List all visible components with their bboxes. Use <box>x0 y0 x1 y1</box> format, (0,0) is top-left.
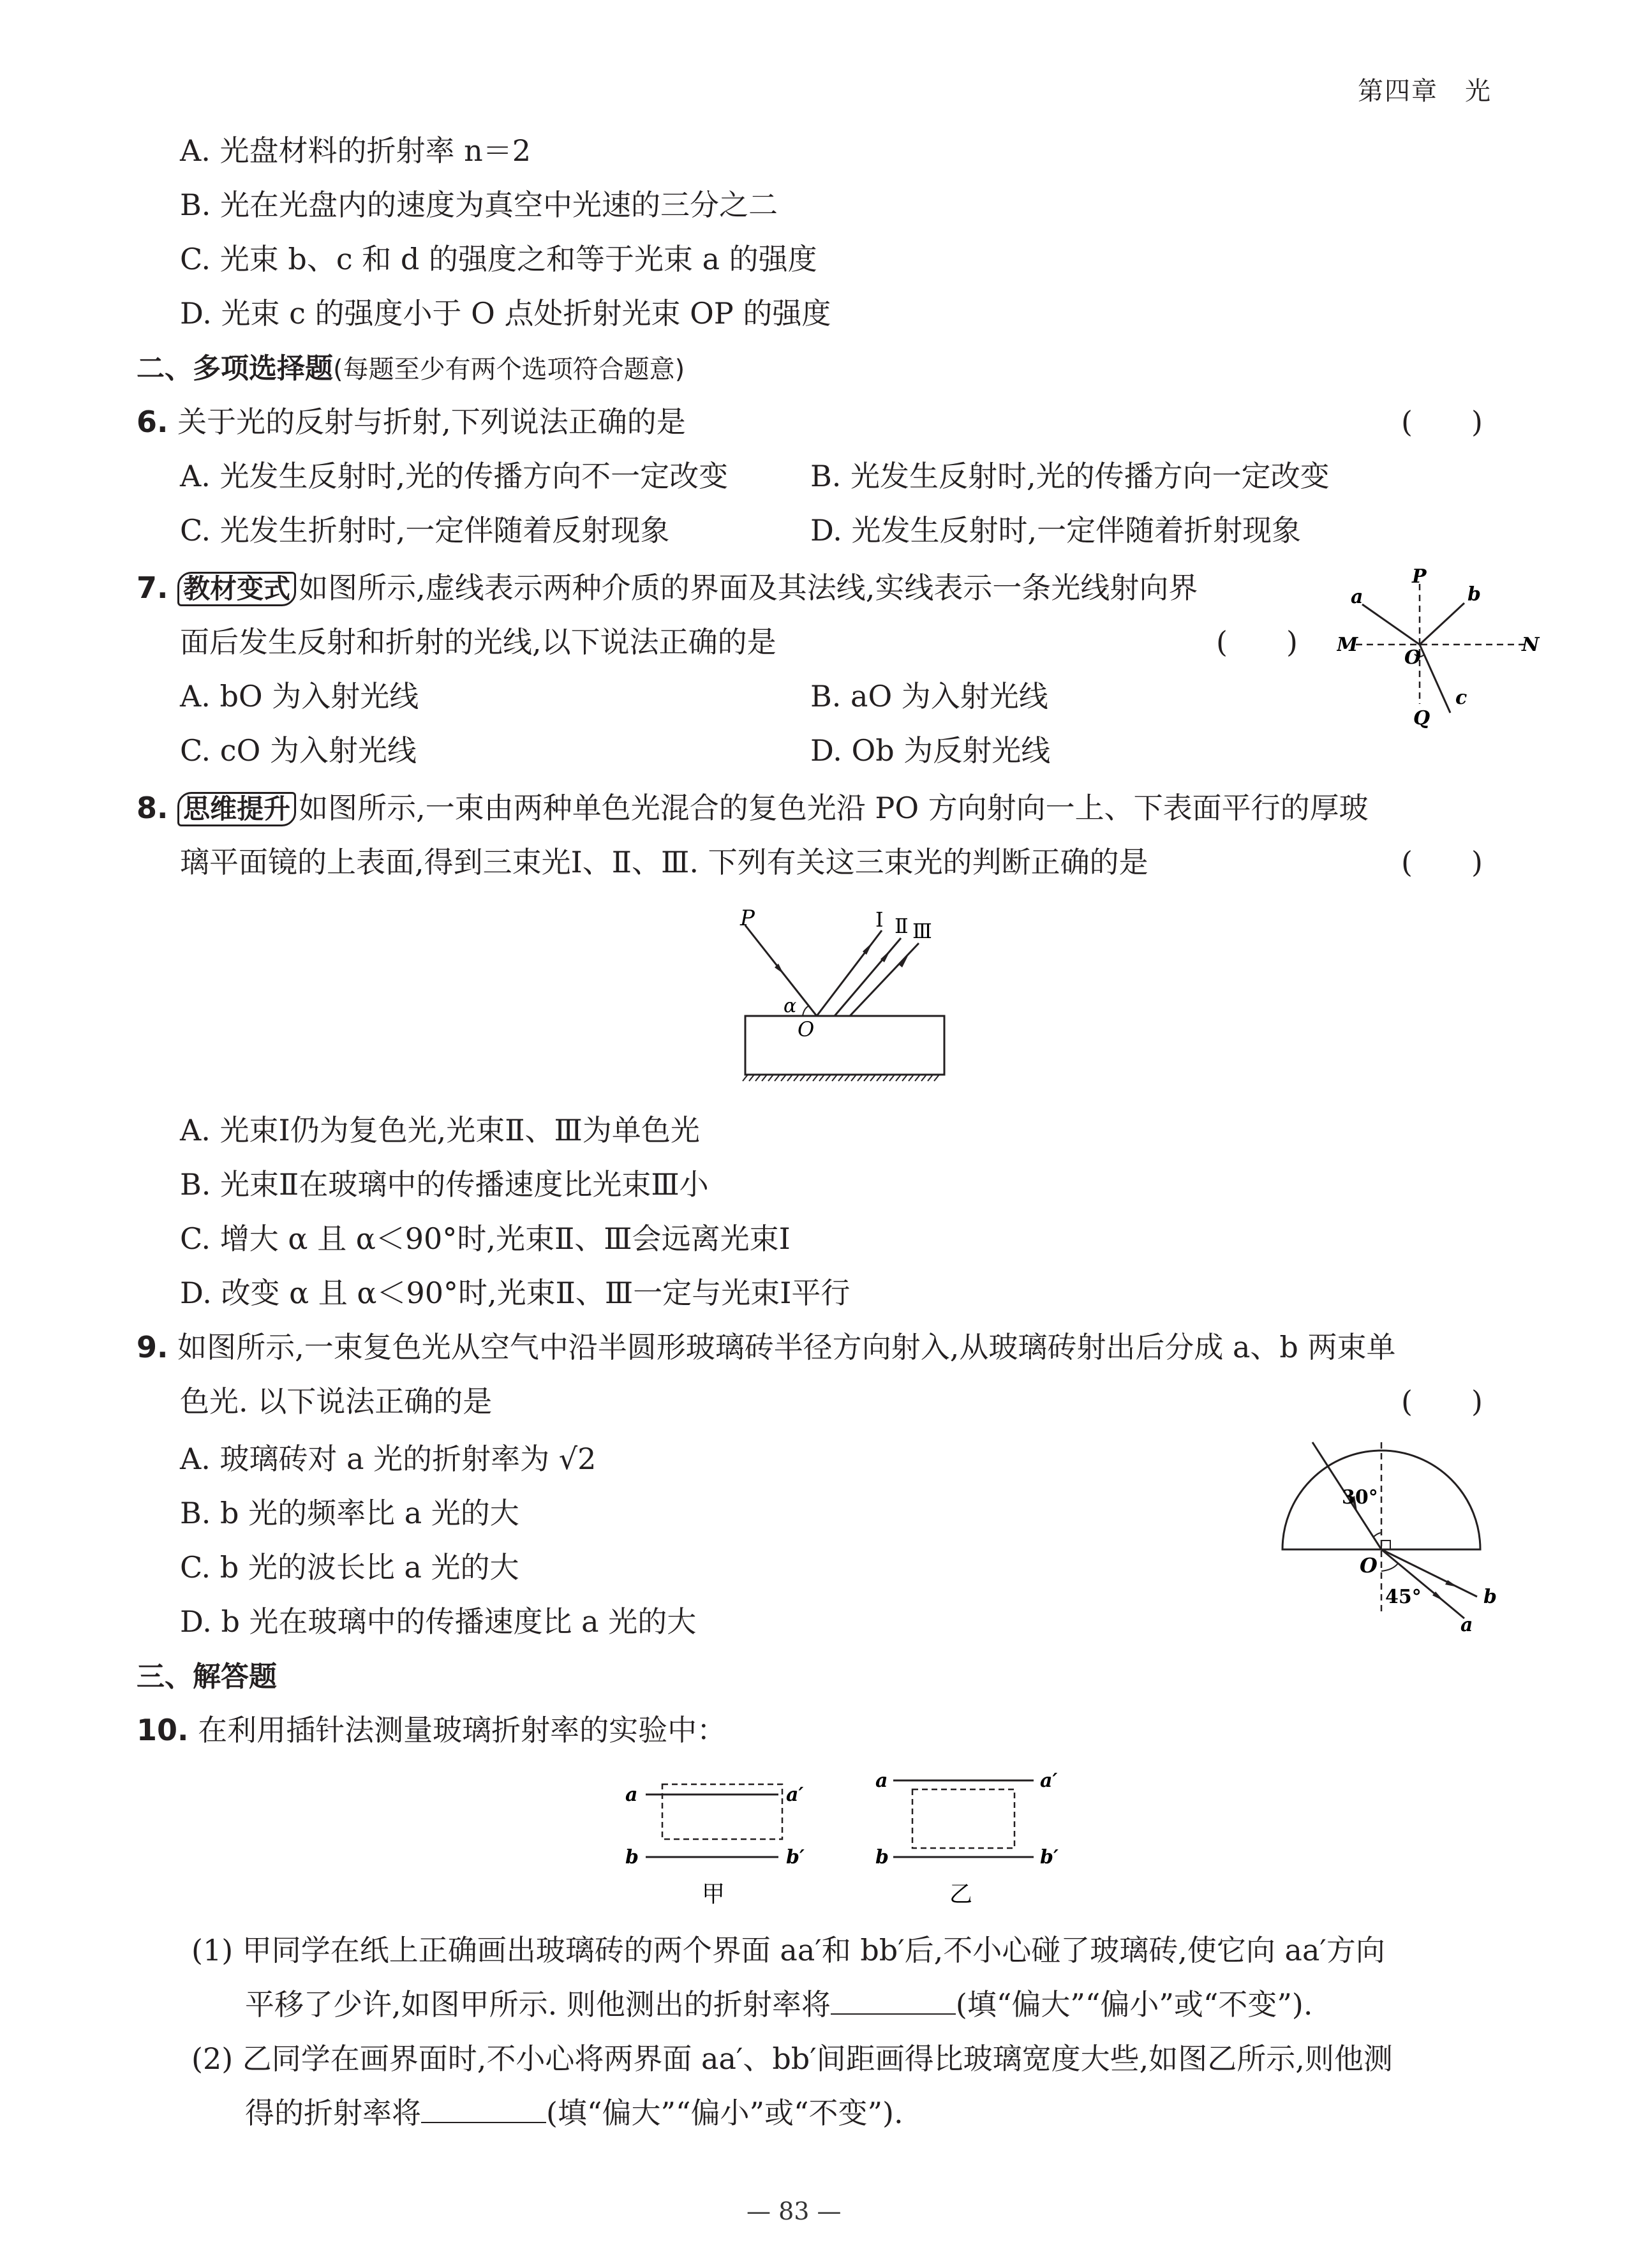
q9-figure <box>1273 1429 1515 1640</box>
q7-label-b: b <box>1467 583 1481 606</box>
section2-note: (每题至少有两个选项符合题意) <box>333 355 685 384</box>
section2-heading <box>137 348 685 389</box>
q10-figure <box>625 1761 1085 1908</box>
q10-part1-text: 平移了少许,如图甲所示. 则他测出的折射率将 <box>245 1987 831 2022</box>
section3-heading <box>137 1657 277 1696</box>
q10-part2-text: 得的折射率将 <box>245 2096 421 2130</box>
q10-jia-label-a-prime: a′ <box>786 1784 804 1806</box>
q10-jia-glass <box>662 1784 782 1839</box>
q9-stem-line1 <box>137 1328 1395 1366</box>
q7-option-d: D. Ob 为反射光线 <box>810 733 1051 768</box>
q9-angle30-arc <box>1374 1533 1381 1537</box>
q9-option-d: D. b 光在玻璃中的传播速度比 a 光的大 <box>180 1604 697 1639</box>
q10-yi-label-b: b <box>875 1846 889 1869</box>
q10-jia-label-b: b <box>625 1846 639 1869</box>
q10-part2-line1: (2) 乙同学在画界面时,不小心将两界面 aa′、bb′间距画得比玻璃宽度大些,如图乙所示,则他测 <box>191 2041 1393 2076</box>
page-number: — 83 — <box>747 2197 842 2225</box>
q6-answer-paren: ( ) <box>1401 405 1483 439</box>
q10-yi-glass <box>912 1789 1014 1848</box>
q8-option-a: A. 光束Ⅰ仍为复色光,光束Ⅱ、Ⅲ为单色光 <box>180 1113 700 1147</box>
q9-label-o: O <box>1360 1553 1378 1578</box>
q10-jia-label-b-prime: b′ <box>786 1846 805 1869</box>
q9-right-angle <box>1381 1541 1390 1549</box>
q7-option-a: A. bO 为入射光线 <box>180 679 419 713</box>
q8-glass-block <box>745 1016 944 1075</box>
q7-label-o: O <box>1404 646 1422 669</box>
q8-label-alpha: α <box>784 995 797 1017</box>
q9-number: 9. <box>137 1330 168 1364</box>
q7-label-n: N <box>1522 634 1540 656</box>
q5-option-b: B. 光在光盘内的速度为真空中光速的三分之二 <box>180 188 778 222</box>
q5-option-d: D. 光束 c 的强度小于 O 点处折射光束 OP 的强度 <box>180 296 831 331</box>
q8-option-d: D. 改变 α 且 α＜90°时,光束Ⅱ、Ⅲ一定与光束Ⅰ平行 <box>180 1276 851 1310</box>
q9-label-a: a <box>1460 1614 1473 1636</box>
section3-title: 三、解答题 <box>137 1660 277 1693</box>
q10-yi-caption: 乙 <box>949 1881 973 1907</box>
q8-label-iii: Ⅲ <box>912 919 932 943</box>
q8-number: 8. <box>137 791 168 825</box>
q9-label-45: 45° <box>1385 1586 1422 1608</box>
q7-ray-a <box>1362 604 1420 645</box>
q9-answer-paren: ( ) <box>1401 1384 1483 1419</box>
q7-stem-line2: 面后发生反射和折射的光线,以下说法正确的是 <box>180 625 776 659</box>
q8-ray-3-arrow <box>898 955 909 967</box>
q6-option-c: C. 光发生折射时,一定伴随着反射现象 <box>180 513 670 548</box>
q8-option-c: C. 增大 α 且 α＜90°时,光束Ⅱ、Ⅲ会远离光束Ⅰ <box>180 1221 791 1256</box>
q10-stem <box>137 1711 726 1749</box>
q7-label-c: c <box>1455 687 1467 709</box>
q8-ray-3 <box>850 943 919 1016</box>
q10-part1-line2 <box>245 1985 1313 2024</box>
q9-stem-text1: 如图所示,一束复色光从空气中沿半圆形玻璃砖半径方向射入,从玻璃砖射出后分成 a、b 两束单 <box>177 1330 1396 1364</box>
q6-option-a: A. 光发生反射时,光的传播方向不一定改变 <box>180 459 729 493</box>
q10-part2-hint: (填“偏大”“偏小”或“不变”). <box>546 2096 903 2130</box>
q8-stem-line1 <box>137 789 1369 827</box>
q10-jia-label-a: a <box>625 1784 638 1806</box>
q7-stem-line1 <box>137 569 1198 607</box>
q7-ray-b <box>1420 603 1464 645</box>
q8-tag: 思维提升 <box>177 792 296 826</box>
q7-option-b: B. aO 为入射光线 <box>810 679 1048 713</box>
q7-number: 7. <box>137 571 168 605</box>
q6-option-b: B. 光发生反射时,光的传播方向一定改变 <box>810 459 1330 493</box>
q9-label-30: 30° <box>1342 1486 1378 1509</box>
q6-stem-text: 关于光的反射与折射,下列说法正确的是 <box>177 405 686 439</box>
q8-alpha-arc <box>803 1006 809 1016</box>
q6-stem <box>137 403 686 441</box>
q7-option-c: C. cO 为入射光线 <box>180 733 417 768</box>
q10-part2-line2 <box>245 2094 903 2132</box>
q7-label-p: P <box>1412 565 1427 588</box>
q10-part1-hint: (填“偏大”“偏小”或“不变”). <box>955 1987 1313 2022</box>
q8-label-ii: Ⅱ <box>895 914 909 938</box>
q9-angle45-arc <box>1381 1563 1398 1571</box>
q8-stem-line2: 璃平面镜的上表面,得到三束光Ⅰ、Ⅱ、Ⅲ. 下列有关这三束光的判断正确的是 <box>180 845 1148 879</box>
q8-label-i: Ⅰ <box>875 907 884 932</box>
q9-option-c: C. b 光的波长比 a 光的大 <box>180 1550 519 1585</box>
section2-title: 二、多项选择题 <box>137 352 333 385</box>
q6-number: 6. <box>137 405 168 439</box>
q10-number: 10. <box>137 1713 189 1747</box>
q10-part2-blank[interactable] <box>421 2096 546 2123</box>
chapter-header: 第四章 光 <box>1358 77 1492 106</box>
q7-stem-text1: 如图所示,虚线表示两种介质的界面及其法线,实线表示一条光线射向界 <box>299 571 1198 605</box>
q9-label-b: b <box>1483 1586 1497 1608</box>
q10-yi-label-a: a <box>875 1770 888 1792</box>
q7-label-m: M <box>1337 634 1358 656</box>
q9-option-b: B. b 光的频率比 a 光的大 <box>180 1496 519 1530</box>
q8-ray-1-arrow <box>863 942 873 955</box>
q10-stem-text: 在利用插针法测量玻璃折射率的实验中： <box>198 1713 727 1747</box>
q8-label-o: O <box>798 1017 815 1041</box>
q7-label-a: a <box>1351 586 1363 608</box>
q8-label-p: P <box>740 906 755 931</box>
q7-label-q: Q <box>1413 707 1430 729</box>
q8-figure <box>708 906 963 1085</box>
q10-jia-caption: 甲 <box>702 1881 725 1907</box>
q9-stem-line2: 色光. 以下说法正确的是 <box>180 1384 493 1419</box>
q7-answer-paren: ( ) <box>1216 625 1298 659</box>
q8-answer-paren: ( ) <box>1401 845 1483 879</box>
q7-figure <box>1337 565 1547 731</box>
q5-option-c: C. 光束 b、c 和 d 的强度之和等于光束 a 的强度 <box>180 242 817 276</box>
q8-option-b: B. 光束Ⅱ在玻璃中的传播速度比光束Ⅲ小 <box>180 1167 709 1202</box>
q10-yi-label-b-prime: b′ <box>1040 1846 1059 1869</box>
q8-ray-2-arrow <box>880 950 891 962</box>
q10-part1-blank[interactable] <box>831 1988 956 2015</box>
q7-tag: 教材变式 <box>177 572 296 606</box>
q6-option-d: D. 光发生反射时,一定伴随着折射现象 <box>810 513 1302 548</box>
q10-yi-label-a-prime: a′ <box>1040 1770 1058 1792</box>
q5-option-a: A. 光盘材料的折射率 n＝2 <box>180 133 531 168</box>
q9-option-a: A. 玻璃砖对 a 光的折射率为 √2 <box>180 1442 597 1476</box>
q10-part1-line1: (1) 甲同学在纸上正确画出玻璃砖的两个界面 aa′和 bb′后,不小心碰了玻璃砖,使它向 aa′方向 <box>191 1933 1385 1967</box>
q8-stem-text1: 如图所示,一束由两种单色光混合的复色光沿 PO 方向射向一上、下表面平行的厚玻 <box>299 791 1369 825</box>
